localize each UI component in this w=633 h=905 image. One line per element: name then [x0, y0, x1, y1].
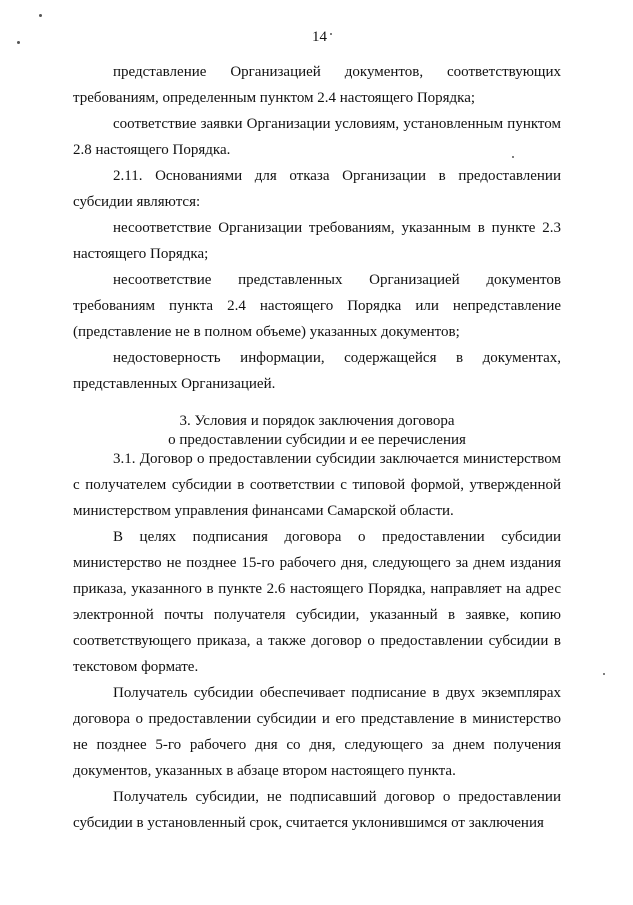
paragraph-7: 3.1. Договор о предоставлении субсидии заключается министерством с получателем субсидии в соответствии с типовой формой, утвержденной министерством управления финансами Самарской области. [73, 451, 561, 519]
paragraph-4: несоответствие Организации требованиям, указанным в пункте 2.3 настоящего Порядка; [73, 220, 561, 262]
paragraph-5: несоответствие представленных Организацией документов требованиям пункта 2.4 настоящего Порядка или непредставление (представление не в полном объеме) указанных документов; [73, 272, 561, 340]
paragraph-10: Получатель субсидии, не подписавший договор о предоставлении субсидии в установленный срок, считается уклонившимся от заключения [73, 789, 561, 831]
paragraph-2: соответствие заявки Организации условиям, установленным пунктом 2.8 настоящего Порядка. [73, 116, 561, 158]
paragraph-6: недостоверность информации, содержащейся в документах, представленных Организацией. [73, 350, 561, 392]
page-number: 14 [312, 29, 327, 45]
paragraph-1: представление Организацией документов, соответствующих требованиям, определенным пунктом 2.4 настоящего Порядка; [73, 64, 561, 106]
paragraph-8: В целях подписания договора о предоставлении субсидии министерство не позднее 15-го рабочего дня, следующего за днем издания приказа, указанного в пункте 2.6 настоящего Порядка, направляет на адрес электронной почты получателя субсидии, указанный в заявке, копию соответствующего приказа, а также договор о предоставлении субсидии в текстовом формате. [73, 529, 561, 675]
section-heading-line-1: 3. Условия и порядок заключения договора [179, 413, 455, 429]
paragraph-9: Получатель субсидии обеспечивает подписание в двух экземплярах договора о предоставлении субсидии и его представление в министерство не позднее 5-го рабочего дня со дня, следующего за днем получения документов, указанных в абзаце втором настоящего пункта. [73, 685, 561, 779]
paragraph-3: 2.11. Основаниями для отказа Организации в предоставлении субсидии являются: [73, 168, 561, 210]
scan-speck [39, 14, 42, 17]
scan-speck [603, 673, 605, 675]
section-heading-line-2: о предоставлении субсидии и ее перечисления [168, 432, 466, 448]
